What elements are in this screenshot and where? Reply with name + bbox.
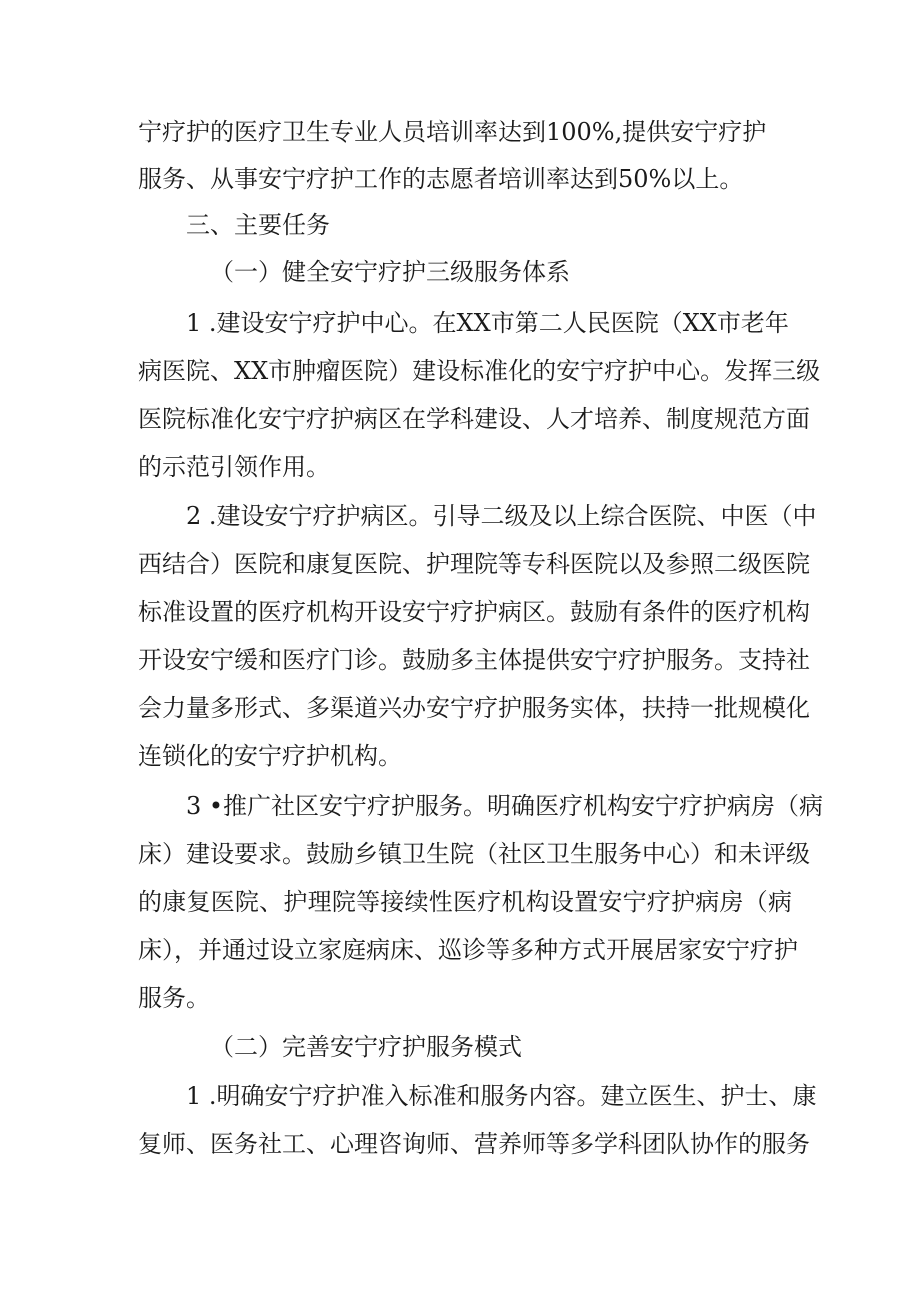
text-line: 标准设置的医疗机构开设安宁疗护病区。鼓励有条件的医疗机构 — [138, 598, 810, 626]
text-line: 2 .建设安宁疗护病区。引导二级及以上综合医院、中医（中 — [186, 502, 817, 530]
text-line: 宁疗护的医疗卫生专业人员培训率达到100%,提供安宁疗护 — [138, 118, 767, 146]
text-line: 会力量多形式、多渠道兴办安宁疗护服务实体，扶持一批规模化 — [138, 694, 810, 722]
text-line: 3 •推广社区安宁疗护服务。明确医疗机构安宁疗护病房（病 — [186, 792, 824, 820]
text-line: 1 .明确安宁疗护准入标准和服务内容。建立医生、护士、康 — [186, 1082, 817, 1110]
text-line: 复师、医务社工、心理咨询师、营养师等多学科团队协作的服务 — [138, 1130, 810, 1158]
section-heading: 三、主要任务 — [186, 211, 330, 239]
text-line: 1 .建设安宁疗护中心。在XX市第二人民医院（XX市老年 — [186, 309, 789, 337]
text-line: 的康复医院、护理院等接续性医疗机构设置安宁疗护病房（病 — [138, 888, 792, 916]
subsection-heading: （一）健全安宁疗护三级服务体系 — [210, 258, 570, 286]
subsection-heading: （二）完善安宁疗护服务模式 — [210, 1033, 522, 1061]
text-line: 床），并通过设立家庭病床、巡诊等多种方式开展居家安宁疗护 — [138, 936, 798, 964]
text-line: 开设安宁缓和医疗门诊。鼓励多主体提供安宁疗护服务。支持社 — [138, 646, 810, 674]
text-line: 西结合）医院和康复医院、护理院等专科医院以及参照二级医院 — [138, 550, 810, 578]
text-line: 服务。 — [138, 984, 210, 1012]
text-line: 病医院、XX市肿瘤医院）建设标准化的安宁疗护中心。发挥三级 — [138, 357, 821, 385]
text-line: 连锁化的安宁疗护机构。 — [138, 742, 402, 770]
text-line: 医院标准化安宁疗护病区在学科建设、人才培养、制度规范方面 — [138, 405, 810, 433]
text-line: 服务、从事安宁疗护工作的志愿者培训率达到50%以上。 — [138, 165, 744, 193]
text-line: 床）建设要求。鼓励乡镇卫生院（社区卫生服务中心）和未评级 — [138, 840, 810, 868]
text-line: 的示范引领作用。 — [138, 453, 330, 481]
